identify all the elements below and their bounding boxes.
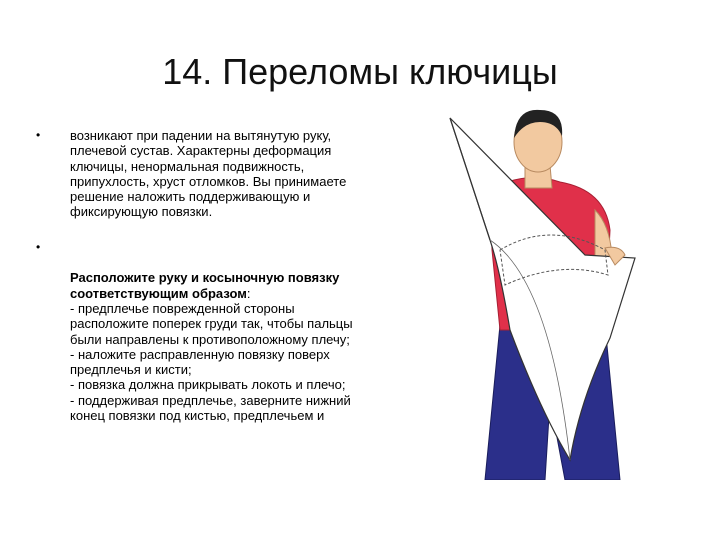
- man-with-sling-illustration: [430, 100, 650, 480]
- slide-title: 14. Переломы ключицы: [162, 51, 558, 92]
- bullet-marker: •: [36, 239, 41, 254]
- bullet-item: [36, 128, 376, 220]
- bullet-bold-text: Расположите руку и косыночную повязку соответствующим образом: [70, 270, 340, 301]
- bullet-item: [36, 240, 376, 424]
- bullet-text: возникают при падении на вытянутую руку, плечевой сустав. Характерны деформация ключицы, ненормальная подвижность, припухлость, хруст отломков. Вы принимаете решение наложить поддерживающую и фиксирующую повязки.: [70, 128, 347, 220]
- bullet-text: : - предплечье поврежденной стороны расположите поперек груди так, чтобы пальцы были направлены к противоположному плечу; - наложите расправленную повязку поверх предплечья и кисти; - повязка должна прикрывать локоть и плечо; - поддерживая предплечье, заверните нижний конец повязки под кистью, предплечьем и: [70, 285, 353, 424]
- bullet-marker: •: [36, 128, 41, 142]
- bullet-list: [36, 128, 376, 443]
